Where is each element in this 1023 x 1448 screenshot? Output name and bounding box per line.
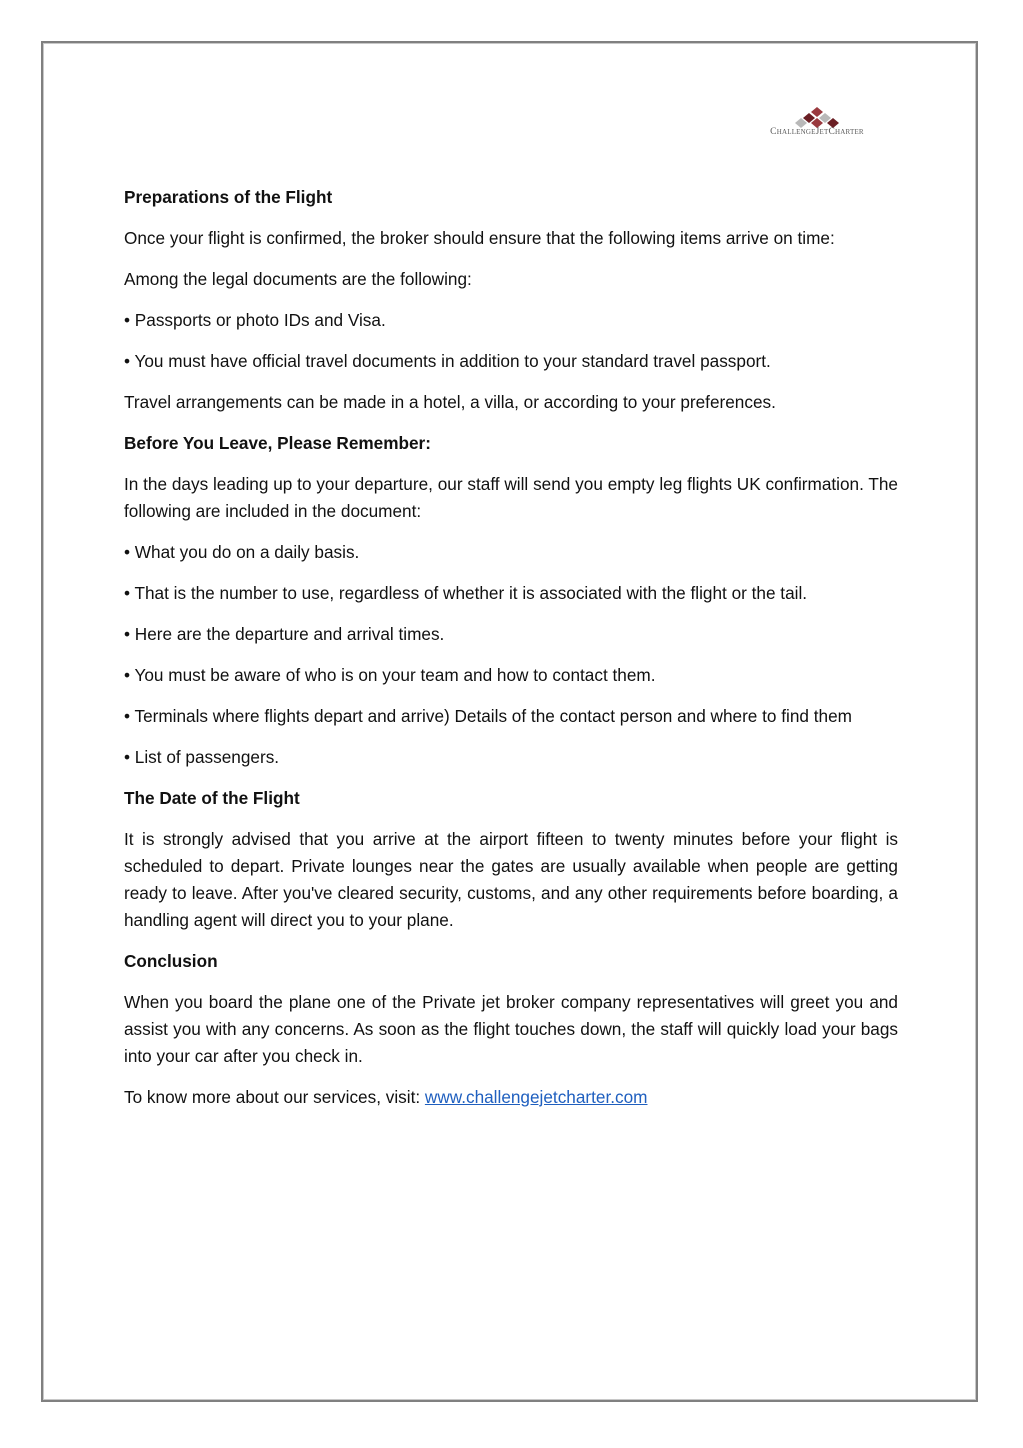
know-more-text: To know more about our services, visit:: [124, 1087, 425, 1107]
paragraph-board: When you board the plane one of the Private jet broker company representatives will greet you and assist you with any concerns. As soon as the flight touches down, the staff will quickly load your bags into your car after you check in.: [124, 992, 898, 1066]
paragraph-legal-documents: Among the legal documents are the following:: [124, 269, 472, 289]
website-link[interactable]: www.challengejetcharter.com: [424, 1087, 648, 1107]
paragraph-advised: It is strongly advised that you arrive at the airport fifteen to twenty minutes before your flight is scheduled to depart. Private lounges near the gates are usually available when people are getting ready to leave. After you've cleared security, customs, and any other requirements before boarding, a handling agent will direct you to your plane.: [124, 829, 898, 930]
heading-before-you-leave: Before You Leave, Please Remember:: [124, 433, 431, 453]
paragraph-days-leading: In the days leading up to your departure, our staff will send you empty leg flights UK confirmation. The following are included in the document:: [124, 474, 898, 521]
bullet-passengers: • List of passengers.: [124, 747, 280, 767]
bullet-daily-basis: • What you do on a daily basis.: [124, 542, 360, 562]
diamond-cluster-icon: [793, 107, 841, 129]
heading-date-of-flight: The Date of the Flight: [124, 788, 300, 808]
bullet-official-documents: • You must have official travel documents in addition to your standard travel passport.: [124, 351, 771, 371]
bullet-times: • Here are the departure and arrival times.: [124, 624, 445, 644]
heading-preparations: Preparations of the Flight: [124, 187, 333, 207]
logo-text: ChallengeJetCharter: [770, 127, 864, 137]
paragraph-confirmed: Once your flight is confirmed, the broker should ensure that the following items arrive on time:: [124, 228, 835, 248]
bullet-number: • That is the number to use, regardless of whether it is associated with the flight or the tail.: [124, 583, 808, 603]
heading-conclusion: Conclusion: [124, 951, 218, 971]
company-logo: [760, 107, 874, 141]
bullet-passports: • Passports or photo IDs and Visa.: [124, 310, 386, 330]
bullet-terminals: • Terminals where flights depart and arrive) Details of the contact person and where to find them: [124, 706, 852, 726]
document-body: [124, 184, 898, 1125]
paragraph-arrangements: Travel arrangements can be made in a hotel, a villa, or according to your preferences.: [124, 392, 776, 412]
paragraph-know-more: [124, 1084, 898, 1111]
bullet-team: • You must be aware of who is on your team and how to contact them.: [124, 665, 656, 685]
